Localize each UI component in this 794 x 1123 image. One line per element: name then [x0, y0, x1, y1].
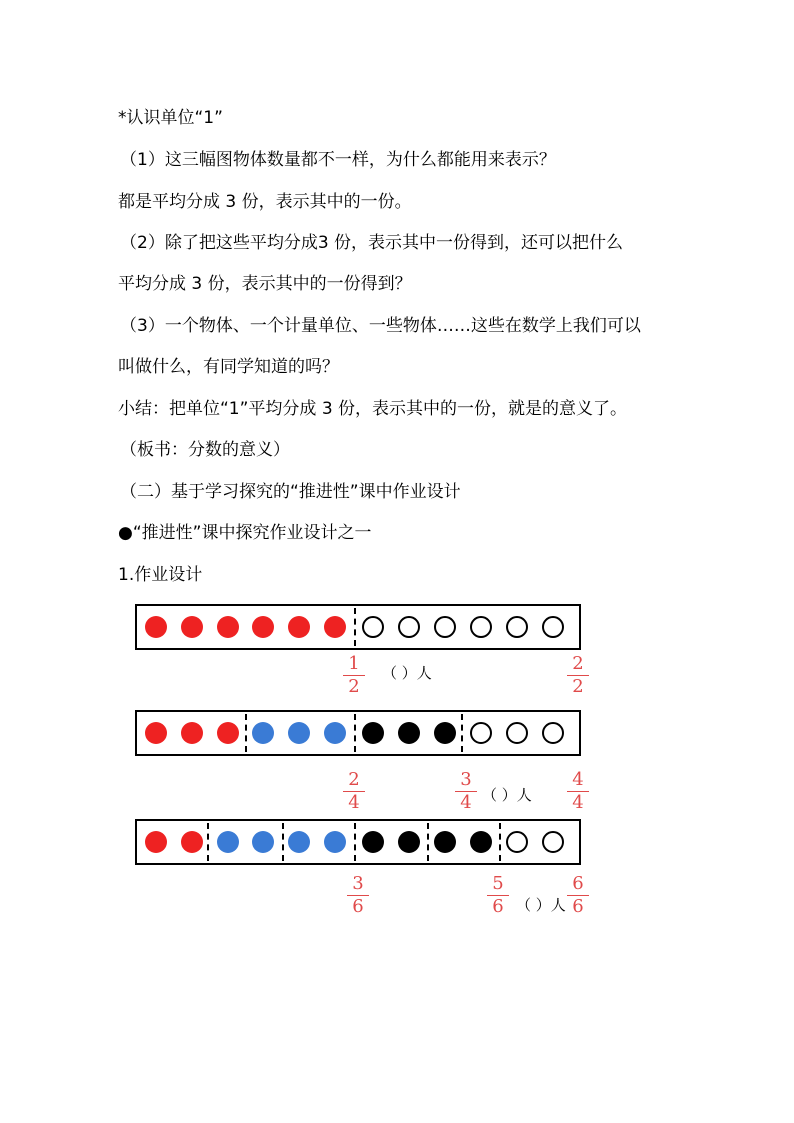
heading-unit-one: *认识单位“1” — [118, 108, 223, 128]
white-dot — [470, 722, 492, 744]
white-dot — [434, 616, 456, 638]
question-3-line-1: （3）一个物体、一个计量单位、一些物体……这些在数学上我们可以 — [120, 316, 641, 336]
fraction-4-4: 4 4 — [567, 770, 589, 813]
question-3-line-2: 叫做什么，有同学知道的吗？ — [118, 357, 339, 377]
section-heading-2: （二）基于学习探究的“推进性”课中作业设计 — [120, 482, 461, 502]
bar-divider — [354, 608, 356, 646]
fraction-1-2: 1 2 — [343, 654, 365, 697]
answer-1: 都是平均分成 3 份，表示其中的一份。 — [118, 192, 412, 212]
bar-divider — [282, 823, 284, 861]
bar-divider — [207, 823, 209, 861]
black-dot — [398, 831, 420, 853]
dot-bar-sixths — [135, 819, 581, 865]
bar-divider — [245, 714, 247, 752]
white-dot — [506, 831, 528, 853]
dot-bar-halves — [135, 604, 581, 650]
red-dot — [181, 616, 203, 638]
bar-divider — [461, 714, 463, 752]
blue-dot — [217, 831, 239, 853]
white-dot — [542, 722, 564, 744]
question-2-line-1: （2）除了把这些平均分成3 份，表示其中一份得到，还可以把什么 — [120, 233, 624, 253]
white-dot — [506, 722, 528, 744]
black-dot — [398, 722, 420, 744]
red-dot — [324, 616, 346, 638]
white-dot — [506, 616, 528, 638]
dot-bar-quarters — [135, 710, 581, 756]
red-dot — [145, 722, 167, 744]
fraction-2-4: 2 4 — [343, 770, 365, 813]
black-dot — [470, 831, 492, 853]
summary: 小结：把单位“1”平均分成 3 份，表示其中的一份，就是的意义了。 — [118, 399, 628, 419]
white-dot — [398, 616, 420, 638]
blue-dot — [252, 831, 274, 853]
white-dot — [542, 831, 564, 853]
blackboard-note: （板书：分数的意义） — [120, 440, 290, 460]
blue-dot — [288, 722, 310, 744]
red-dot — [181, 722, 203, 744]
blue-dot — [324, 831, 346, 853]
homework-design-title: 1.作业设计 — [118, 565, 203, 585]
white-dot — [470, 616, 492, 638]
red-dot — [145, 616, 167, 638]
blue-dot — [252, 722, 274, 744]
red-dot — [181, 831, 203, 853]
blank-people-1: （ ）人 — [382, 664, 432, 682]
question-1: （1）这三幅图物体数量都不一样，为什么都能用来表示？ — [120, 150, 556, 170]
red-dot — [217, 722, 239, 744]
fraction-6-6: 6 6 — [567, 874, 589, 917]
fraction-2-2: 2 2 — [567, 654, 589, 697]
fraction-3-6: 3 6 — [347, 874, 369, 917]
red-dot — [145, 831, 167, 853]
white-dot — [362, 616, 384, 638]
black-dot — [434, 722, 456, 744]
black-dot — [362, 722, 384, 744]
blue-dot — [288, 831, 310, 853]
bar-divider — [427, 823, 429, 861]
red-dot — [252, 616, 274, 638]
bar-divider — [354, 714, 356, 752]
fraction-3-4: 3 4 — [455, 770, 477, 813]
red-dot — [288, 616, 310, 638]
blank-people-2: （ ）人 — [482, 786, 532, 804]
blue-dot — [324, 722, 346, 744]
bar-divider — [499, 823, 501, 861]
red-dot — [217, 616, 239, 638]
bar-divider — [354, 823, 356, 861]
black-dot — [362, 831, 384, 853]
black-dot — [434, 831, 456, 853]
fraction-5-6: 5 6 — [487, 874, 509, 917]
question-2-line-2: 平均分成 3 份，表示其中的一份得到？ — [118, 274, 412, 294]
subsection-heading: ●“推进性”课中探究作业设计之一 — [118, 523, 372, 543]
white-dot — [542, 616, 564, 638]
blank-people-3: （ ）人 — [516, 896, 566, 914]
